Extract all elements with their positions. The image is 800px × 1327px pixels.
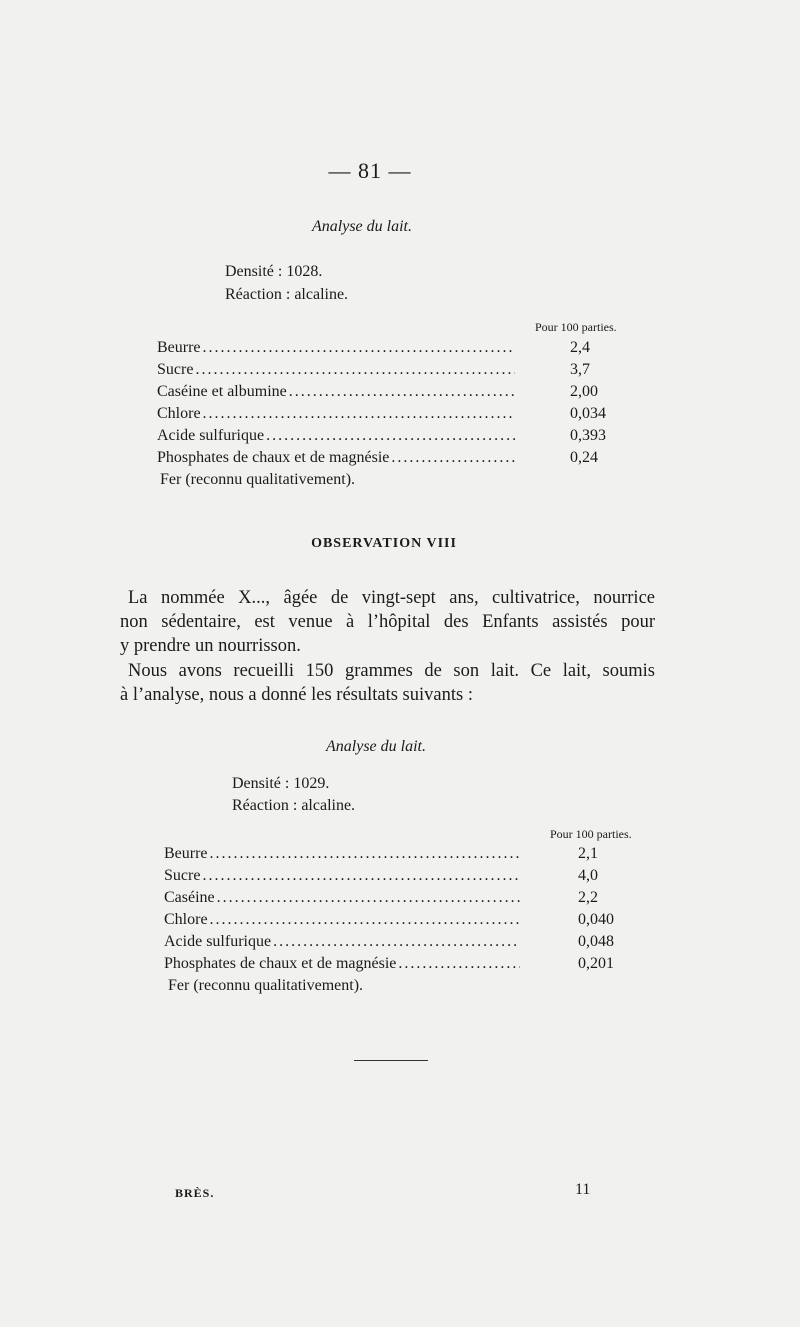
analysis-1-reaction: Réaction : alcaline. — [225, 286, 349, 303]
text-line: y prendre un nourrisson. — [120, 636, 301, 656]
row-value: 2,00 — [570, 383, 598, 400]
text-line: Nous avons recueilli 150 grammes de son lait. Ce lait, soumis — [128, 661, 655, 681]
dot-leader — [391, 449, 515, 467]
row-value: 0,393 — [570, 427, 606, 444]
table-row — [157, 339, 517, 357]
table-row — [164, 845, 522, 863]
row-label: Chlore — [164, 911, 208, 928]
row-label: Phosphates de chaux et de magnésie — [164, 955, 397, 972]
row-value: 0,201 — [578, 955, 614, 972]
row-label: Sucre — [164, 867, 201, 884]
row-label: Sucre — [157, 361, 194, 378]
row-value: 0,034 — [570, 405, 606, 422]
dot-leader — [289, 383, 515, 401]
analysis-2-note: Fer (reconnu qualitativement). — [168, 977, 364, 994]
dot-leader — [210, 845, 520, 863]
table-row — [157, 361, 517, 379]
section-divider — [354, 1060, 428, 1061]
row-value: 4,0 — [578, 867, 598, 884]
row-label: Caséine — [164, 889, 215, 906]
table-row — [164, 933, 522, 951]
dot-leader — [202, 867, 520, 885]
paragraph-intro — [120, 586, 655, 658]
dot-leader — [217, 889, 520, 907]
row-value: 2,1 — [578, 845, 598, 862]
analysis-1-density: Densité : 1028. — [225, 263, 323, 280]
row-value: 0,048 — [578, 933, 614, 950]
analysis-2-column-header: Pour 100 parties. — [550, 827, 632, 841]
table-row — [164, 955, 522, 973]
table-row — [164, 911, 522, 929]
table-row — [164, 867, 522, 885]
analysis-1-column-header: Pour 100 parties. — [535, 320, 617, 334]
row-value: 0,040 — [578, 911, 614, 928]
observation-heading: OBSERVATION VIII — [311, 536, 457, 551]
footer-author: BRÈS. — [175, 1186, 215, 1200]
row-value: 2,4 — [570, 339, 590, 356]
row-label: Caséine et albumine — [157, 383, 287, 400]
table-row — [157, 427, 517, 445]
analysis-1-note: Fer (reconnu qualitativement). — [160, 471, 356, 488]
bleed-through-texture — [120, 360, 134, 394]
paragraph-results — [120, 659, 655, 707]
analysis-2-density: Densité : 1029. — [232, 775, 330, 792]
row-value: 2,2 — [578, 889, 598, 906]
row-label: Acide sulfurique — [157, 427, 265, 444]
dot-leader — [398, 955, 520, 973]
dot-leader — [266, 427, 515, 445]
row-label: Chlore — [157, 405, 201, 422]
dot-leader — [195, 361, 515, 379]
row-label: Beurre — [157, 339, 201, 356]
page-number: — 81 — — [328, 158, 412, 183]
analysis-2-title: Analyse du lait. — [326, 738, 426, 755]
table-row — [157, 383, 517, 401]
text-line: à l’analyse, nous a donné les résultats suivants : — [120, 685, 473, 705]
analysis-1-title: Analyse du lait. — [312, 218, 412, 235]
dot-leader — [203, 405, 515, 423]
table-row — [164, 889, 522, 907]
text-line: non sédentaire, est venue à l’hôpital des Enfants assistés pour — [120, 612, 655, 632]
table-row — [157, 449, 517, 467]
row-value: 3,7 — [570, 361, 590, 378]
dot-leader — [273, 933, 520, 951]
row-label: Beurre — [164, 845, 208, 862]
row-value: 0,24 — [570, 449, 598, 466]
text-line: La nommée X..., âgée de vingt-sept ans, cultivatrice, nourrice — [128, 588, 655, 608]
analysis-2-reaction: Réaction : alcaline. — [232, 797, 356, 814]
dot-leader — [203, 339, 515, 357]
dot-leader — [210, 911, 520, 929]
footer-signature: 11 — [575, 1181, 591, 1198]
row-label: Acide sulfurique — [164, 933, 272, 950]
table-row — [157, 405, 517, 423]
row-label: Phosphates de chaux et de magnésie — [157, 449, 390, 466]
